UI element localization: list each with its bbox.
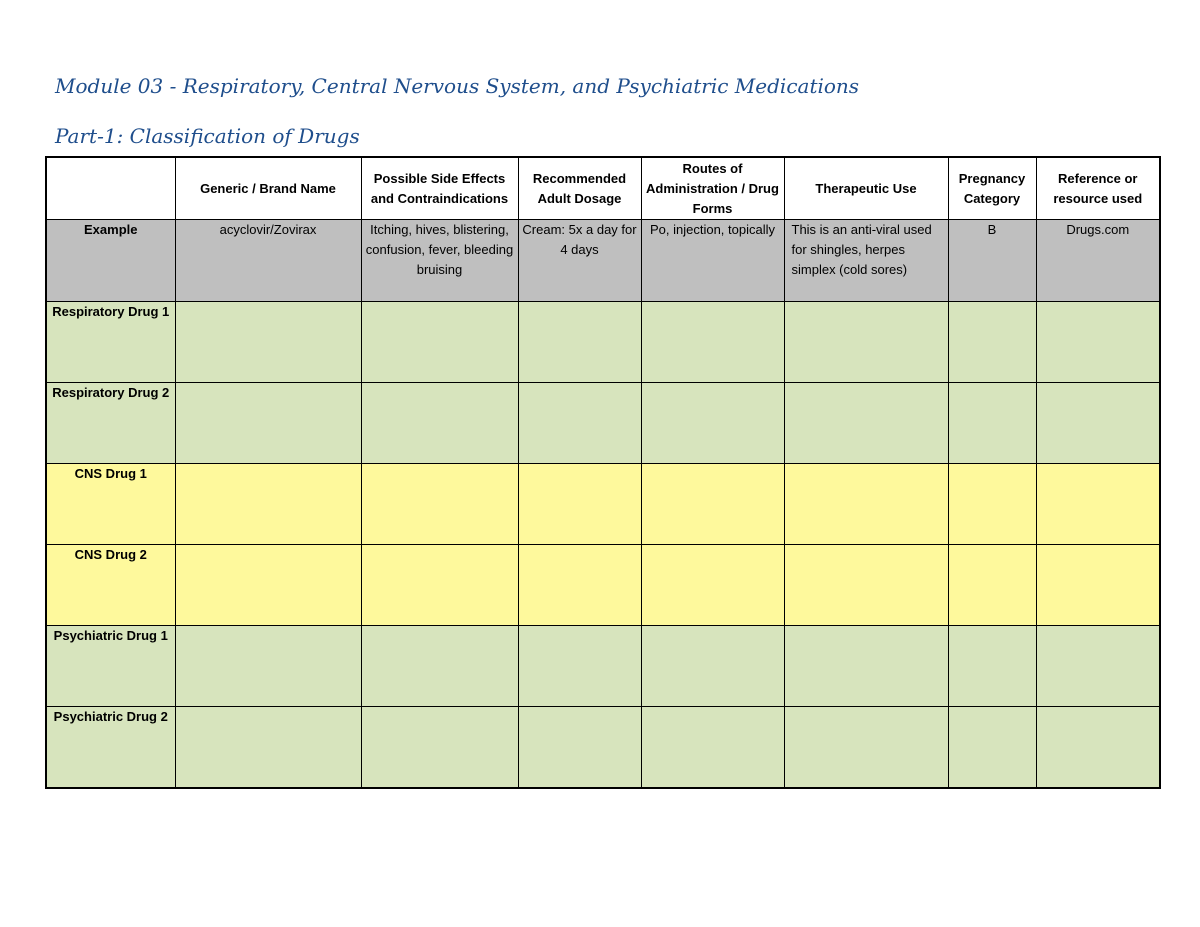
routes-cell[interactable] bbox=[641, 626, 784, 707]
reference-cell[interactable] bbox=[1036, 383, 1160, 464]
example-reference[interactable]: Drugs.com bbox=[1036, 220, 1160, 302]
dosage-cell[interactable] bbox=[518, 302, 641, 383]
therapeutic-use-cell[interactable] bbox=[784, 302, 948, 383]
header-reference: Reference or resource used bbox=[1036, 157, 1160, 220]
pregnancy-category-cell[interactable] bbox=[948, 626, 1036, 707]
side-effects-cell[interactable] bbox=[361, 545, 518, 626]
reference-cell[interactable] bbox=[1036, 302, 1160, 383]
header-pregnancy-category: Pregnancy Category bbox=[948, 157, 1036, 220]
therapeutic-use-cell[interactable] bbox=[784, 626, 948, 707]
routes-cell[interactable] bbox=[641, 545, 784, 626]
header-therapeutic-use: Therapeutic Use bbox=[784, 157, 948, 220]
table-row bbox=[46, 302, 1160, 383]
pregnancy-category-cell[interactable] bbox=[948, 464, 1036, 545]
dosage-cell[interactable] bbox=[518, 626, 641, 707]
dosage-cell[interactable] bbox=[518, 383, 641, 464]
generic-brand-name-cell[interactable] bbox=[175, 464, 361, 545]
example-pregnancy-category[interactable]: B bbox=[948, 220, 1036, 302]
example-label: Example bbox=[46, 220, 175, 302]
side-effects-cell[interactable] bbox=[361, 302, 518, 383]
example-side-effects[interactable]: Itching, hives, blistering, confusion, fever, bleeding bruising bbox=[361, 220, 518, 302]
therapeutic-use-cell[interactable] bbox=[784, 383, 948, 464]
side-effects-cell[interactable] bbox=[361, 464, 518, 545]
row-label: Psychiatric Drug 1 bbox=[46, 626, 175, 707]
routes-cell[interactable] bbox=[641, 383, 784, 464]
table-row bbox=[46, 545, 1160, 626]
reference-cell[interactable] bbox=[1036, 626, 1160, 707]
row-label: Respiratory Drug 1 bbox=[46, 302, 175, 383]
routes-cell[interactable] bbox=[641, 302, 784, 383]
side-effects-cell[interactable] bbox=[361, 707, 518, 789]
dosage-cell[interactable] bbox=[518, 707, 641, 789]
example-routes[interactable]: Po, injection, topically bbox=[641, 220, 784, 302]
pregnancy-category-cell[interactable] bbox=[948, 545, 1036, 626]
header-routes-of-administration: Routes of Administration / Drug Forms bbox=[641, 157, 784, 220]
example-therapeutic-use[interactable]: This is an anti-viral used for shingles, herpes simplex (cold sores) bbox=[784, 220, 948, 302]
row-label: CNS Drug 1 bbox=[46, 464, 175, 545]
row-label: CNS Drug 2 bbox=[46, 545, 175, 626]
generic-brand-name-cell[interactable] bbox=[175, 707, 361, 789]
generic-brand-name-cell[interactable] bbox=[175, 626, 361, 707]
therapeutic-use-cell[interactable] bbox=[784, 707, 948, 789]
table-row bbox=[46, 383, 1160, 464]
row-label: Psychiatric Drug 2 bbox=[46, 707, 175, 789]
header-generic-brand-name: Generic / Brand Name bbox=[175, 157, 361, 220]
example-generic-brand-name[interactable]: acyclovir/Zovirax bbox=[175, 220, 361, 302]
generic-brand-name-cell[interactable] bbox=[175, 383, 361, 464]
therapeutic-use-cell[interactable] bbox=[784, 545, 948, 626]
pregnancy-category-cell[interactable] bbox=[948, 707, 1036, 789]
reference-cell[interactable] bbox=[1036, 545, 1160, 626]
header-side-effects: Possible Side Effects and Contraindications bbox=[361, 157, 518, 220]
pregnancy-category-cell[interactable] bbox=[948, 383, 1036, 464]
example-dosage[interactable]: Cream: 5x a day for 4 days bbox=[518, 220, 641, 302]
dosage-cell[interactable] bbox=[518, 464, 641, 545]
pregnancy-category-cell[interactable] bbox=[948, 302, 1036, 383]
therapeutic-use-cell[interactable] bbox=[784, 464, 948, 545]
table-row bbox=[46, 464, 1160, 545]
header-row bbox=[46, 157, 1160, 220]
table-row bbox=[46, 707, 1160, 789]
side-effects-cell[interactable] bbox=[361, 383, 518, 464]
generic-brand-name-cell[interactable] bbox=[175, 302, 361, 383]
row-label: Respiratory Drug 2 bbox=[46, 383, 175, 464]
table-row bbox=[46, 626, 1160, 707]
part-title: Part-1: Classification of Drugs bbox=[55, 124, 360, 148]
routes-cell[interactable] bbox=[641, 464, 784, 545]
example-row bbox=[46, 220, 1160, 302]
reference-cell[interactable] bbox=[1036, 707, 1160, 789]
module-title: Module 03 - Respiratory, Central Nervous System, and Psychiatric Medications bbox=[55, 74, 860, 98]
generic-brand-name-cell[interactable] bbox=[175, 545, 361, 626]
drug-classification-table bbox=[45, 156, 1161, 789]
reference-cell[interactable] bbox=[1036, 464, 1160, 545]
header-recommended-dosage: Recommended Adult Dosage bbox=[518, 157, 641, 220]
header-cell-blank bbox=[46, 157, 175, 220]
routes-cell[interactable] bbox=[641, 707, 784, 789]
dosage-cell[interactable] bbox=[518, 545, 641, 626]
side-effects-cell[interactable] bbox=[361, 626, 518, 707]
